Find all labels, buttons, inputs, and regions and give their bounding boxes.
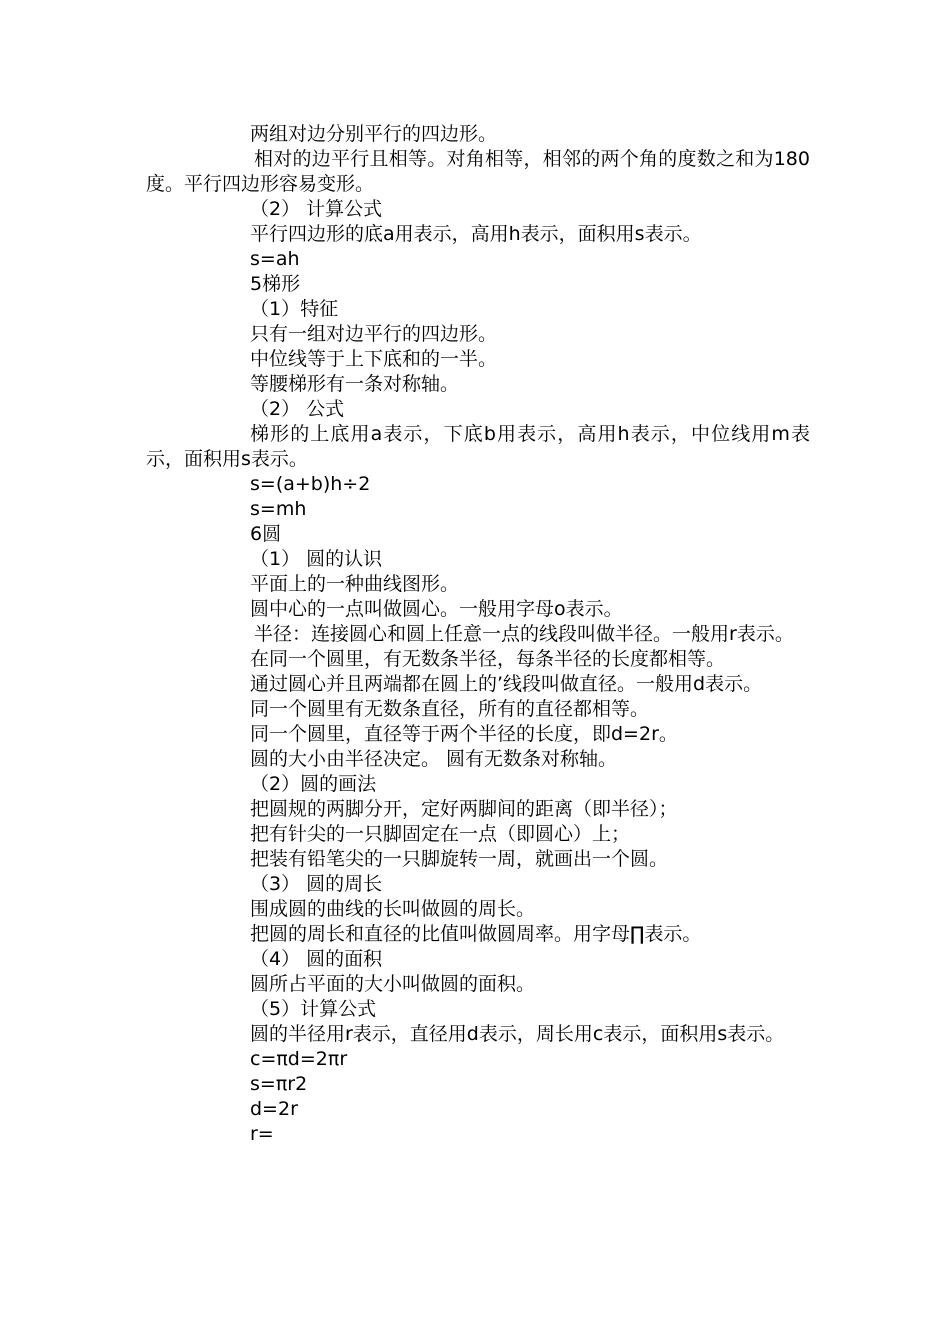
- paragraph-parallelogram-features: 相对的边平行且相等。对角相等，相邻的两个角的度数之和为180度。平行四边形容易变形。: [146, 148, 810, 195]
- formula-circle-area: s=πr2: [250, 1073, 308, 1095]
- formula-diameter: d=2r: [250, 1098, 298, 1120]
- document-body: [146, 122, 810, 1147]
- paragraph-drawing-step-2: 把有针尖的一只脚固定在一点（即圆心）上；: [250, 823, 631, 845]
- paragraph-drawing-step-3: 把装有铅笔尖的一只脚旋转一周，就画出一个圆。: [250, 848, 669, 870]
- paragraph-pi-definition: 把圆的周长和直径的比值叫做圆周率。用字母∏表示。: [250, 923, 702, 945]
- paragraph-circle-variables: 圆的半径用r表示，直径用d表示，周长用c表示，面积用s表示。: [250, 1023, 785, 1045]
- heading-trapezoid-formula: （2） 公式: [250, 398, 345, 420]
- formula-trapezoid-area: s=(a+b)h÷2: [250, 473, 371, 495]
- paragraph-parallelogram-definition: 两组对边分别平行的四边形。: [250, 123, 498, 145]
- formula-parallelogram-area: s=ah: [250, 248, 300, 270]
- heading-circle-formula: （5）计算公式: [250, 998, 377, 1020]
- paragraph-trapezoid-variables: 梯形的上底用a表示，下底b用表示，高用h表示，中位线用m表示，面积用s表示。: [146, 423, 810, 470]
- paragraph-circle-size-symmetry: 圆的大小由半径决定。 圆有无数条对称轴。: [250, 748, 618, 770]
- paragraph-circle-radii-equal: 在同一个圆里，有无数条半径，每条半径的长度都相等。: [250, 648, 726, 670]
- paragraph-circle-center: 圆中心的一点叫做圆心。一般用字母o表示。: [250, 598, 623, 620]
- paragraph-parallelogram-variables: 平行四边形的底a用表示，高用h表示，面积用s表示。: [250, 223, 702, 245]
- paragraph-circle-area-definition: 圆所占平面的大小叫做圆的面积。: [250, 973, 536, 995]
- formula-radius: r=: [250, 1123, 274, 1145]
- heading-circle: 6圆: [250, 523, 282, 545]
- heading-circle-recognition: （1） 圆的认识: [250, 548, 383, 570]
- paragraph-trapezoid-symmetry: 等腰梯形有一条对称轴。: [250, 373, 460, 395]
- heading-circle-drawing: （2）圆的画法: [250, 773, 377, 795]
- paragraph-circle-definition: 平面上的一种曲线图形。: [250, 573, 460, 595]
- paragraph-trapezoid-definition: 只有一组对边平行的四边形。: [250, 323, 498, 345]
- paragraph-circumference-definition: 围成圆的曲线的长叫做圆的周长。: [250, 898, 536, 920]
- paragraph-circle-diameter: 通过圆心并且两端都在圆上的’线段叫做直径。一般用d表示。: [250, 673, 763, 695]
- paragraph-circle-diameter-radius: 同一个圆里，直径等于两个半径的长度，即d=2r。: [250, 723, 678, 745]
- heading-trapezoid-features: （1）特征: [250, 298, 339, 320]
- paragraph-circle-radius: 半径：连接圆心和圆上任意一点的线段叫做半径。一般用r表示。: [254, 623, 794, 645]
- paragraph-drawing-step-1: 把圆规的两脚分开，定好两脚间的距离（即半径）；: [250, 798, 678, 820]
- heading-parallelogram-formula: （2） 计算公式: [250, 198, 383, 220]
- heading-circle-area: （4） 圆的面积: [250, 948, 383, 970]
- heading-trapezoid: 5梯形: [250, 273, 301, 295]
- formula-trapezoid-area-midline: s=mh: [250, 498, 307, 520]
- formula-circumference: c=πd=2πr: [250, 1048, 348, 1070]
- heading-circle-circumference: （3） 圆的周长: [250, 873, 383, 895]
- paragraph-circle-diameters-equal: 同一个圆里有无数条直径，所有的直径都相等。: [250, 698, 650, 720]
- paragraph-trapezoid-midline: 中位线等于上下底和的一半。: [250, 348, 498, 370]
